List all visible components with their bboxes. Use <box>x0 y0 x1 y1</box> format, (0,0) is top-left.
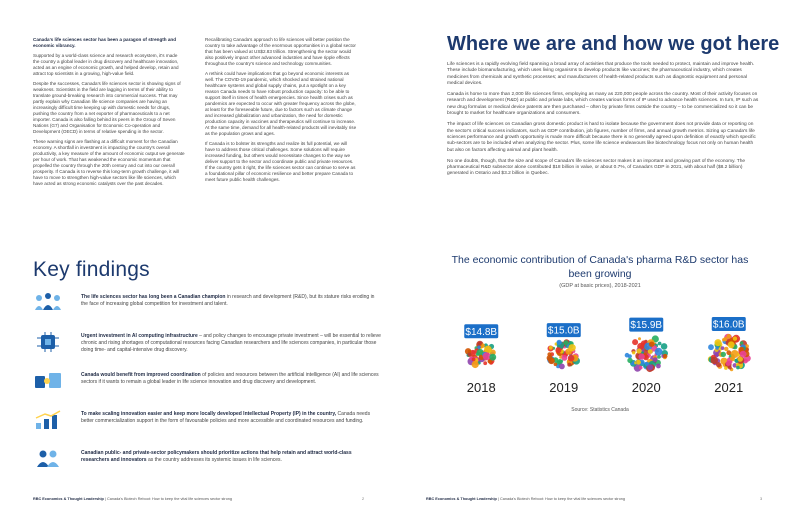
intro-paragraph: Supported by a world-class science and research ecosystem, it's made the country a global leader in drug discovery and healthcare innovation, acted as an engine of economic growth, and helped develop, retain and attract top scientists in a growing, high-value field. <box>33 53 179 76</box>
bar-cluster-2021 <box>708 334 751 372</box>
bar-cluster-2020 <box>625 335 668 372</box>
finding-bold: Canada would benefit from improved coordination <box>81 372 201 378</box>
right-page <box>400 0 800 517</box>
page-number: 2 <box>362 497 365 501</box>
intro-column-right <box>205 37 357 187</box>
finding-text: in research and development (R&D), but its stature risks eroding in the face of increasing global competition for investment and talent. <box>81 294 375 307</box>
body-paragraph: Life sciences is a rapidly evolving field spanning a broad array of activities that produce the tools needed to protect, maintain and improve health. These include biomanufacturing, which uses living organisms to develop products like vaccines; the pharmaceutical industry, which creates medicines from chemicals and synthetic processes; and manufacturers of health-related products such as diagnostic equipment and personal medical devices. <box>447 62 755 86</box>
page-number: 3 <box>760 497 763 501</box>
chart-title: The economic contribution of Canada's pharma R&D sector has been growing <box>451 254 749 280</box>
finding-item <box>33 329 381 367</box>
finding-text: as the country addresses its systemic issues in life sciences. <box>146 457 282 463</box>
category-label: 2018 <box>466 380 496 395</box>
intro-paragraph: These warning signs are flashing at a difficult moment for the Canadian economy. A shortfall in investment is impacting the country's overall productivity, a key measure of the amount of economic output we generate per hour of work. That has weakened the economic momentum that propelled the country through the 20th century and cut into our overall prosperity. If Canada is to reverse this long-term growth challenge, it will have to move to strengthen high-value sectors like life sciences, which have acted as strong economic catalysts over the past decades. <box>33 139 185 186</box>
intro-column-left <box>33 37 185 191</box>
footer <box>426 497 625 501</box>
section-title: Where we are and how we got here <box>447 33 780 55</box>
section-body <box>447 62 759 183</box>
researchers-icon <box>33 448 63 470</box>
finding-item <box>33 407 373 445</box>
bar-cluster-2018 <box>465 341 496 368</box>
data-label: $16.0B <box>712 319 745 331</box>
body-paragraph: The impact of life sciences on Canadian gross domestic product is hard to isolate because the government does not provide data or reporting on the sector's critical success indicators, such as GDP contribution, job figures, number of firms, and annual growth metrics. Sizing up Canada's life sciences performance and growth opportunity is made more difficult because there is no generally agreed upon definition of exactly which specific sub-sectors are to be included when analyzing the sector. Plus, some life science endeavours like biotechnology focus not only on human health but also on factors affecting animal and plant health. <box>447 122 756 153</box>
finding-text: Canada needs better commercialization support in the form of favourable policies and more accessible and coordinated resources and funding. <box>81 411 371 424</box>
data-label: $14.8B <box>465 326 498 338</box>
intro-paragraph: If Canada is to bolster its strengths and realize its full potential, we will have to address those critical challenges. Some solutions will require increased funding, but others would necessitate changes to the way we deliver support to the sector and coordinate public and private resources. If the country gets it right, the life sciences sector can continue to serve as a foundational pillar of economic resilience and better prepare Canada to meet future public health challenges. <box>205 141 356 182</box>
finding-item <box>33 290 373 328</box>
finding-bold: The life sciences sector has long been a Canadian champion <box>81 294 226 300</box>
finding-bold: Urgent investment in AI computing infrastructure <box>81 333 198 339</box>
footer-brand: RBC Economics & Thought Leadership <box>33 497 104 501</box>
intro-paragraph: A rethink could have implications that go beyond economic interests as well. The COVID-19 pandemic, which shocked and strained national healthcare systems and global supply chains, put a spotlight on a key reason Canada needs to have robust production capacity: to be able to support itself in times of health emergencies. Since health crises such as pandemics are expected to occur with greater frequency across the globe, at least for the foreseeable future, due to factors such as climate change and increased globalization and urbanization, the need for domestic production capacity in vaccines and therapeutics will continue to increase. At the same time, demand for all health-related products will inevitably rise as the population grows and ages. <box>205 71 357 136</box>
finding-text: of policies and resources between the artificial intelligence (AI) and life sciences sectors if it wants to remain a global leader in life science innovation and drug discovery and development. <box>81 372 379 385</box>
footer-doc-title: | Canada's Biotech Reboot: How to keep the vital life sciences sector strong <box>104 497 233 501</box>
coordination-icon <box>33 370 63 392</box>
finding-text: – and policy changes to encourage private investment – will be essential to relieve chronic and rising shortages of computational resources facing Canadian researchers and life sciences companies, in particular those doing time- and capital-intensive drug discovery. <box>81 333 381 353</box>
intro-paragraph: Recalibrating Canada's approach to life sciences will better position the country to take advantage of the enormous opportunities in a global sector that has been valued at US$2.83 trillion. Strengthening the sector would also positively impact other advanced industries and have ripple effects throughout the country's science and technology communities. <box>205 37 356 66</box>
finding-bold: Canadian public- and private-sector policymakers should prioritize actions that help retain and attract world-class researchers and innovators <box>81 450 352 463</box>
chart-subtitle: (GDP at basic prices), 2018-2021 <box>559 283 641 289</box>
scaling-icon <box>33 409 63 431</box>
data-label: $15.9B <box>630 320 663 332</box>
finding-item <box>33 368 379 406</box>
data-label: $15.0B <box>547 325 580 337</box>
intro-paragraph: Despite the successes, Canada's life sciences sector is showing signs of weakness. Scientists in the field are lagging in terms of their ability to translate ground-breaking research into commercial success. That may partly explain why Canadian life science companies are having an increasingly difficult time keeping up with domestic needs for drugs, pushing the country from a net exporter of pharmaceuticals to a net importer. Canada is also falling behind its peers in the Group of Seven Nations (G7) and Organisation for Economic Co-operation and Development (OECD) in terms of relative spending in the sector. <box>33 81 181 134</box>
network-people-icon <box>33 292 63 314</box>
bar-cluster-2019 <box>547 339 580 369</box>
footer-doc-title: | Canada's Biotech Reboot: How to keep the vital life sciences sector strong <box>497 497 626 501</box>
body-paragraph: No one doubts, though, that the size and scope of Canada's life sciences sector makes it an important and growing part of the economy. The pharmaceutical R&D subsector alone contributed $18 billion in value, or about 0.7%, of Canada's GDP in 2021, with about half ($8.2 billion) generated in Ontario and $3.2 billion in Quebec. <box>447 158 746 177</box>
finding-bold: To make scaling innovation easier and keep more locally developed Intellectual Property (IP) in the country, <box>81 411 337 417</box>
category-label: 2019 <box>549 380 579 395</box>
footer-brand: RBC Economics & Thought Leadership <box>426 497 497 501</box>
footer <box>33 497 232 501</box>
ai-chip-icon <box>33 331 63 353</box>
key-findings-list <box>33 290 381 485</box>
pharma-rd-chart <box>440 295 770 395</box>
category-label: 2021 <box>714 380 744 395</box>
chart-source: Source: Statistics Canada <box>571 407 629 413</box>
intro-lead: Canada's life sciences sector has been a paragon of strength and economic vibrancy. <box>33 37 177 48</box>
body-paragraph: Canada is home to more than 2,000 life sciences firms, employing as many as 220,000 people across the country. Most of their activity focuses on research and development (R&D) at public and private labs, which creates various forms of IP used to advance health sciences. In turn, IP such as new drug formulas or medical device patents are then purchased – often by private firms outside the country – to be commercialized so it can be brought to market for healthcare organizations and consumers. <box>447 92 759 117</box>
finding-item <box>33 446 373 484</box>
key-findings-title: Key findings <box>33 258 150 281</box>
category-label: 2020 <box>631 380 661 395</box>
